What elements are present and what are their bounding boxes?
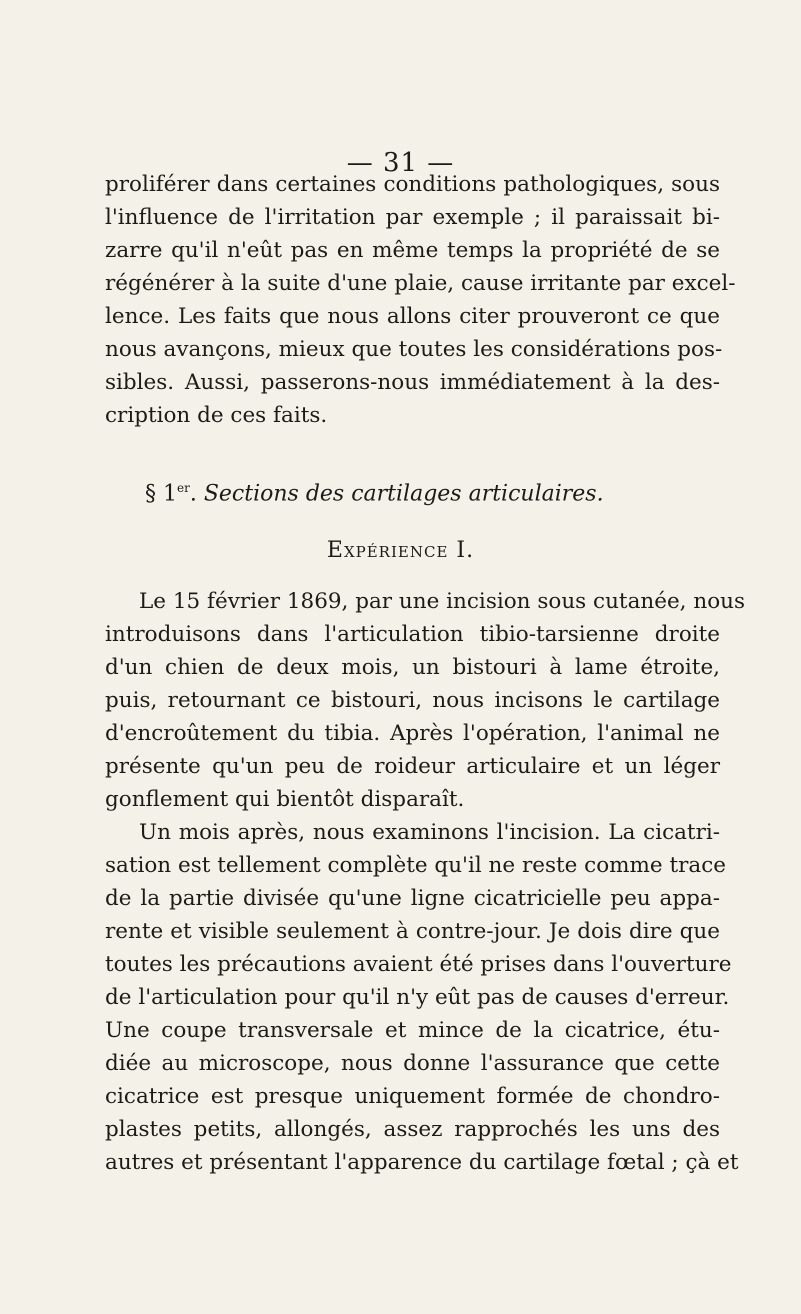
section-title: Sections des cartilages articulaires. [203, 481, 604, 507]
page-number: — 31 — [346, 148, 455, 178]
experiment-heading: Expérience I. [326, 538, 475, 563]
text-line: Une coupe transversale et mince de la cicatrice, étu- [105, 1018, 720, 1043]
text-line: présente qu'un peu de roideur articulaire et un léger [105, 754, 720, 779]
section-heading: § 1er. Sections des cartilages articulaires. [145, 481, 604, 507]
text-line: d'encroûtement du tibia. Après l'opération, l'animal ne [105, 721, 720, 746]
paragraph-2 [105, 585, 746, 816]
text-line: zarre qu'il n'eût pas en même temps la propriété de se [105, 238, 720, 263]
text-line: d'un chien de deux mois, un bistouri à lame étroite, [105, 655, 720, 680]
text-line: nous avançons, mieux que toutes les considérations pos- [105, 337, 723, 362]
text-line: de l'articulation pour qu'il n'y eût pas de causes d'erreur. [105, 985, 730, 1010]
text-line: introduisons dans l'articulation tibio-tarsienne droite [105, 622, 720, 647]
text-line: proliférer dans certaines conditions pathologiques, sous [105, 172, 720, 197]
text-line: Le 15 février 1869, par une incision sous cutanée, nous [139, 589, 746, 614]
text-line: Un mois après, nous examinons l'incision. La cicatri- [139, 820, 720, 845]
paragraph-1 [105, 168, 736, 432]
text-line: l'influence de l'irritation par exemple ; il paraissait bi- [105, 205, 720, 230]
text-line: régénérer à la suite d'une plaie, cause irritante par excel- [105, 271, 736, 296]
text-line: cicatrice est presque uniquement formée de chondro- [105, 1084, 720, 1109]
text-line: toutes les précautions avaient été prises dans l'ouverture [105, 952, 732, 977]
text-line: gonflement qui bientôt disparaît. [105, 787, 465, 812]
text-line: cription de ces faits. [105, 403, 328, 428]
text-line: lence. Les faits que nous allons citer prouveront ce que [105, 304, 720, 329]
text-line: plastes petits, allongés, assez rapprochés les uns des [105, 1117, 720, 1142]
paragraph-3 [105, 816, 739, 1179]
text-line: sibles. Aussi, passerons-nous immédiatement à la des- [105, 370, 720, 395]
text-line: puis, retournant ce bistouri, nous incisons le cartilage [105, 688, 720, 713]
text-line: rente et visible seulement à contre-jour. Je dois dire que [105, 919, 720, 944]
text-line: de la partie divisée qu'une ligne cicatricielle peu appa- [105, 886, 720, 911]
text-line: sation est tellement complète qu'il ne reste comme trace [105, 853, 726, 878]
text-line: autres et présentant l'apparence du cartilage fœtal ; çà et [105, 1150, 739, 1175]
section-number-superscript: er [177, 481, 190, 495]
text-line: diée au microscope, nous donne l'assurance que cette [105, 1051, 720, 1076]
section-number: § 1 [145, 481, 177, 507]
